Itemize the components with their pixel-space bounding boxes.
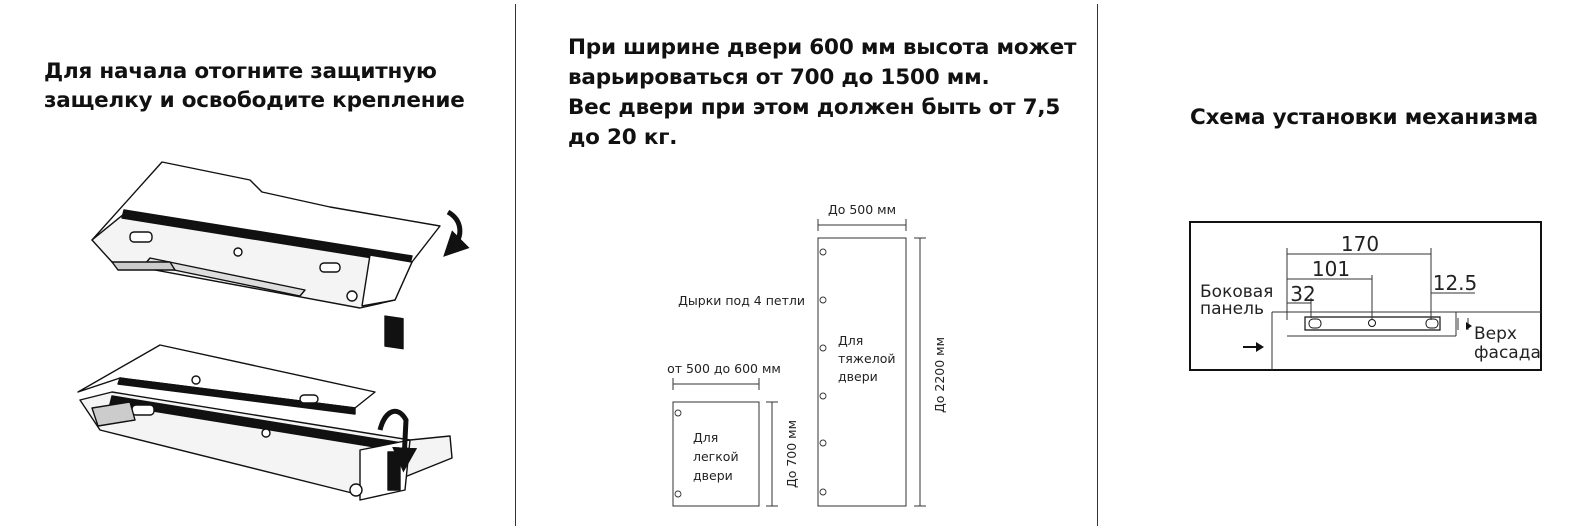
dim-12-5-label: 12.5 [1432, 271, 1478, 295]
hinge-hole [820, 345, 826, 351]
panel2-heading-line: варьироваться от 700 до 1500 мм. [568, 65, 990, 90]
dim-101-label: 101 [1311, 257, 1351, 281]
arrow-left-icon [1466, 322, 1472, 330]
light-door-name-line: Для [693, 430, 719, 445]
dim-32-label: 32 [1290, 282, 1316, 306]
panel3-heading-text: Схема установки механизма [1190, 105, 1538, 130]
panel1-heading-line: Для начала отогните защитную [44, 59, 437, 84]
mechanism-open-illustration [78, 345, 452, 500]
hinge-hole [820, 249, 826, 255]
holes-label: Дырки под 4 петли [678, 293, 805, 308]
side-panel-label [1200, 282, 1279, 319]
side-panel-label-line: панель [1200, 299, 1264, 319]
arrow-right-icon [1243, 342, 1264, 352]
light-door-width-label: от 500 до 600 мм [667, 361, 781, 376]
heavy-door-name-line: двери [838, 369, 878, 384]
light-door-diagram [667, 361, 799, 506]
panel1-heading-line: защелку и освободите крепление [44, 88, 465, 113]
hinge-hole [675, 491, 681, 497]
heavy-door-height-label: До 2200 мм [932, 336, 947, 414]
panel2-heading-line: Вес двери при этом должен быть от 7,5 [568, 95, 1061, 120]
heavy-door-name-line: тяжелой [838, 351, 896, 366]
hinge-hole [820, 297, 826, 303]
facade-top-label-line: Верх [1474, 324, 1517, 344]
facade-top-label [1474, 324, 1541, 363]
side-panel-label-line: Боковая [1200, 282, 1274, 302]
dim-170-label: 170 [1340, 232, 1380, 256]
panel2-heading-line: до 20 кг. [568, 125, 678, 150]
rotate-arrow-icon [448, 212, 460, 248]
installation-scheme [1190, 222, 1541, 370]
facade-top-label-line: фасада [1474, 343, 1541, 363]
light-door-name-line: двери [693, 468, 733, 483]
hinge-hole [675, 410, 681, 416]
light-door-height-label: До 700 мм [784, 419, 799, 489]
panel2-heading-line: При ширине двери 600 мм высота может [568, 35, 1077, 60]
mechanism-closed-illustration [92, 162, 440, 349]
hinge-hole [820, 489, 826, 495]
light-door-name [693, 430, 743, 483]
hinge-hole [820, 393, 826, 399]
heavy-door-width-label: До 500 мм [827, 202, 897, 217]
hinge-hole [820, 440, 826, 446]
light-door-name-line: легкой [693, 449, 739, 464]
heavy-door-name-line: Для [838, 333, 864, 348]
heavy-door-name [838, 333, 900, 384]
